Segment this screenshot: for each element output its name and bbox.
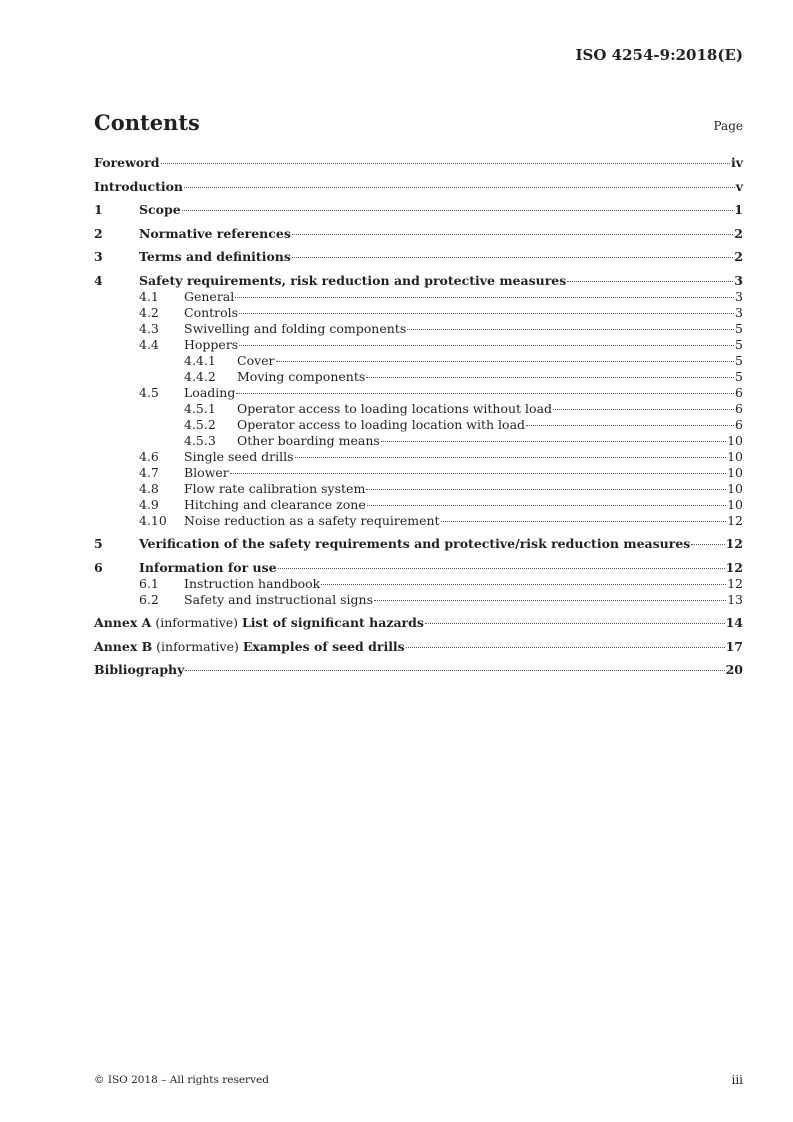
annex-label: Annex B bbox=[94, 638, 153, 654]
toc-entry-title: Operator access to loading locations without load bbox=[237, 400, 553, 416]
dot-leader bbox=[292, 257, 733, 258]
toc-entry-title: Cover bbox=[237, 352, 275, 368]
toc-entry-number: 4.1 bbox=[139, 288, 159, 304]
toc-entry-number: 6.1 bbox=[139, 575, 159, 591]
dot-leader bbox=[236, 393, 734, 394]
dot-leader bbox=[367, 505, 726, 506]
toc-entry-number: 4.3 bbox=[139, 320, 159, 336]
toc-entry[interactable] bbox=[94, 385, 743, 401]
annex-title: Examples of seed drills bbox=[242, 638, 405, 654]
dot-leader bbox=[526, 425, 734, 426]
toc-entry-number: 4.4.2 bbox=[184, 368, 216, 384]
toc-entry-number: 6.2 bbox=[139, 591, 159, 607]
toc-entry[interactable] bbox=[94, 465, 743, 481]
toc-entry-number: 4.5 bbox=[139, 384, 159, 400]
toc-entry-page: 13 bbox=[727, 591, 743, 607]
toc-entry-page: 6 bbox=[735, 400, 743, 416]
toc-entry[interactable] bbox=[94, 417, 743, 433]
contents-heading-row bbox=[94, 110, 743, 135]
toc-entry-title: Safety requirements, risk reduction and protective measures bbox=[139, 272, 567, 288]
dot-leader bbox=[239, 345, 734, 346]
toc-entry[interactable] bbox=[94, 273, 743, 289]
toc-entry-title: Controls bbox=[184, 304, 239, 320]
table-of-contents bbox=[94, 155, 743, 678]
toc-entry[interactable] bbox=[94, 449, 743, 465]
toc-entry-page: 5 bbox=[735, 368, 743, 384]
toc-entry-title: Scope bbox=[139, 202, 181, 217]
toc-entry-title: Verification of the safety requirements and protective/risk reduction measures bbox=[139, 536, 691, 551]
toc-entry[interactable] bbox=[94, 337, 743, 353]
toc-entry[interactable] bbox=[94, 321, 743, 337]
dot-leader bbox=[235, 297, 734, 298]
page-title: Contents bbox=[94, 110, 200, 135]
toc-entry-number: 5 bbox=[94, 536, 103, 551]
toc-entry-page: 14 bbox=[725, 615, 743, 630]
toc-entry-number: 4.7 bbox=[139, 464, 159, 480]
toc-entry-number: 4.4 bbox=[139, 336, 159, 352]
toc-entry-title: Introduction bbox=[94, 178, 184, 194]
dot-leader bbox=[425, 623, 725, 624]
toc-entry-number: 4.5.2 bbox=[184, 416, 216, 432]
dot-leader bbox=[381, 441, 726, 442]
dot-leader bbox=[407, 329, 734, 330]
annex-type-note: (informative) bbox=[152, 638, 243, 654]
toc-entry[interactable] bbox=[94, 369, 743, 385]
toc-entry-title: Foreword bbox=[94, 155, 160, 170]
toc-entry-number: 4.4.1 bbox=[184, 352, 216, 368]
toc-entry-page: 6 bbox=[735, 416, 743, 432]
toc-entry-page: 12 bbox=[725, 536, 743, 551]
toc-entry-number: 4.5.1 bbox=[184, 400, 216, 416]
toc-entry[interactable] bbox=[94, 481, 743, 497]
toc-entry[interactable] bbox=[94, 433, 743, 449]
toc-entry-page: 20 bbox=[725, 662, 743, 677]
annex-type-note: (informative) bbox=[151, 615, 243, 630]
dot-leader bbox=[567, 281, 733, 282]
toc-entry[interactable] bbox=[94, 155, 743, 171]
toc-entry-page: 10 bbox=[727, 480, 743, 496]
toc-entry-number: 2 bbox=[94, 225, 103, 241]
document-id: ISO 4254-9:2018(E) bbox=[575, 46, 743, 64]
toc-entry-title: Operator access to loading location with load bbox=[237, 416, 526, 432]
toc-entry-title: Noise reduction as a safety requirement bbox=[184, 512, 440, 528]
toc-entry[interactable] bbox=[94, 353, 743, 369]
toc-entry[interactable] bbox=[94, 179, 743, 195]
dot-leader bbox=[295, 457, 727, 458]
toc-entry[interactable] bbox=[94, 249, 743, 265]
toc-entry-title: Swivelling and folding components bbox=[184, 320, 407, 336]
dot-leader bbox=[691, 544, 724, 545]
toc-entry-title: Single seed drills bbox=[184, 448, 294, 464]
toc-entry[interactable] bbox=[94, 536, 743, 552]
dot-leader bbox=[182, 210, 734, 211]
dot-leader bbox=[184, 187, 735, 188]
dot-leader bbox=[276, 361, 735, 362]
toc-entry-number: 6 bbox=[94, 559, 103, 575]
dot-leader bbox=[553, 409, 734, 410]
toc-entry[interactable] bbox=[94, 615, 743, 631]
dot-leader bbox=[185, 670, 724, 671]
toc-entry[interactable] bbox=[94, 497, 743, 513]
dot-leader bbox=[406, 647, 725, 648]
annex-title: List of significant hazards bbox=[242, 615, 424, 630]
toc-entry-title: Information for use bbox=[139, 559, 277, 575]
toc-entry-page: 5 bbox=[735, 320, 743, 336]
toc-entry-title: Bibliography bbox=[94, 662, 185, 677]
toc-entry-page: 3 bbox=[735, 288, 743, 304]
toc-entry-title: Moving components bbox=[237, 368, 366, 384]
toc-entry-number: 4.10 bbox=[139, 512, 167, 528]
toc-entry-title bbox=[94, 615, 424, 631]
dot-leader bbox=[374, 600, 726, 601]
toc-entry-title: General bbox=[184, 288, 235, 304]
toc-entry-number: 3 bbox=[94, 249, 103, 264]
dot-leader bbox=[278, 568, 725, 569]
toc-entry-number: 4.6 bbox=[139, 448, 159, 464]
toc-entry[interactable] bbox=[94, 305, 743, 321]
dot-leader bbox=[366, 489, 726, 490]
toc-entry[interactable] bbox=[94, 662, 743, 678]
toc-entry-title: Instruction handbook bbox=[184, 575, 321, 591]
toc-entry-title: Terms and definitions bbox=[139, 249, 291, 264]
toc-entry-title: Normative references bbox=[139, 225, 291, 241]
toc-entry-page: 12 bbox=[725, 559, 743, 575]
toc-entry-page: 6 bbox=[735, 384, 743, 400]
toc-entry-title bbox=[94, 639, 405, 655]
toc-entry-page: 10 bbox=[727, 496, 743, 512]
toc-entry-page: 10 bbox=[727, 464, 743, 480]
toc-entry-page: 10 bbox=[727, 448, 743, 464]
dot-leader bbox=[161, 163, 730, 164]
annex-label: Annex A bbox=[94, 615, 152, 630]
toc-entry[interactable] bbox=[94, 226, 743, 242]
toc-entry-number: 4.8 bbox=[139, 480, 159, 496]
toc-entry-page: 10 bbox=[727, 432, 743, 448]
toc-entry-page: 5 bbox=[735, 336, 743, 352]
toc-entry[interactable] bbox=[94, 560, 743, 576]
toc-entry-title: Blower bbox=[184, 464, 229, 480]
toc-entry[interactable] bbox=[94, 202, 743, 218]
toc-entry-page: 3 bbox=[734, 272, 743, 288]
toc-entry-title: Flow rate calibration system bbox=[184, 480, 366, 496]
toc-entry[interactable] bbox=[94, 639, 743, 655]
toc-entry-page: 12 bbox=[727, 512, 743, 528]
dot-leader bbox=[366, 377, 734, 378]
toc-entry-title: Hoppers bbox=[184, 336, 239, 352]
toc-entry-page: 1 bbox=[734, 202, 743, 217]
toc-entry-title: Hitching and clearance zone bbox=[184, 496, 366, 512]
toc-entry-number: 1 bbox=[94, 202, 103, 217]
dot-leader bbox=[321, 584, 726, 585]
page-number: iii bbox=[731, 1073, 743, 1087]
toc-entry-page: 2 bbox=[734, 225, 743, 241]
toc-entry-page: 5 bbox=[735, 352, 743, 368]
copyright-notice: © ISO 2018 – All rights reserved bbox=[94, 1074, 269, 1086]
toc-entry-page: 12 bbox=[727, 575, 743, 591]
toc-entry-number: 4.5.3 bbox=[184, 432, 216, 448]
toc-entry-page: 3 bbox=[735, 304, 743, 320]
dot-leader bbox=[441, 521, 727, 522]
toc-entry-title: Loading bbox=[184, 384, 236, 400]
toc-entry-page: 17 bbox=[725, 638, 743, 654]
toc-entry-number: 4.2 bbox=[139, 304, 159, 320]
dot-leader bbox=[292, 234, 733, 235]
toc-entry-page: 2 bbox=[734, 249, 743, 264]
dot-leader bbox=[239, 313, 734, 314]
toc-entry-title: Other boarding means bbox=[237, 432, 380, 448]
toc-entry[interactable] bbox=[94, 289, 743, 305]
toc-entry-number: 4.9 bbox=[139, 496, 159, 512]
dot-leader bbox=[230, 473, 726, 474]
toc-entry[interactable] bbox=[94, 513, 743, 529]
toc-entry[interactable] bbox=[94, 401, 743, 417]
toc-entry-page: v bbox=[735, 178, 743, 194]
toc-entry[interactable] bbox=[94, 576, 743, 592]
toc-entry-title: Safety and instructional signs bbox=[184, 591, 373, 607]
toc-entry-page: iv bbox=[730, 155, 743, 170]
toc-entry-number: 4 bbox=[94, 272, 103, 288]
toc-entry[interactable] bbox=[94, 592, 743, 608]
page-column-label: Page bbox=[713, 119, 743, 133]
